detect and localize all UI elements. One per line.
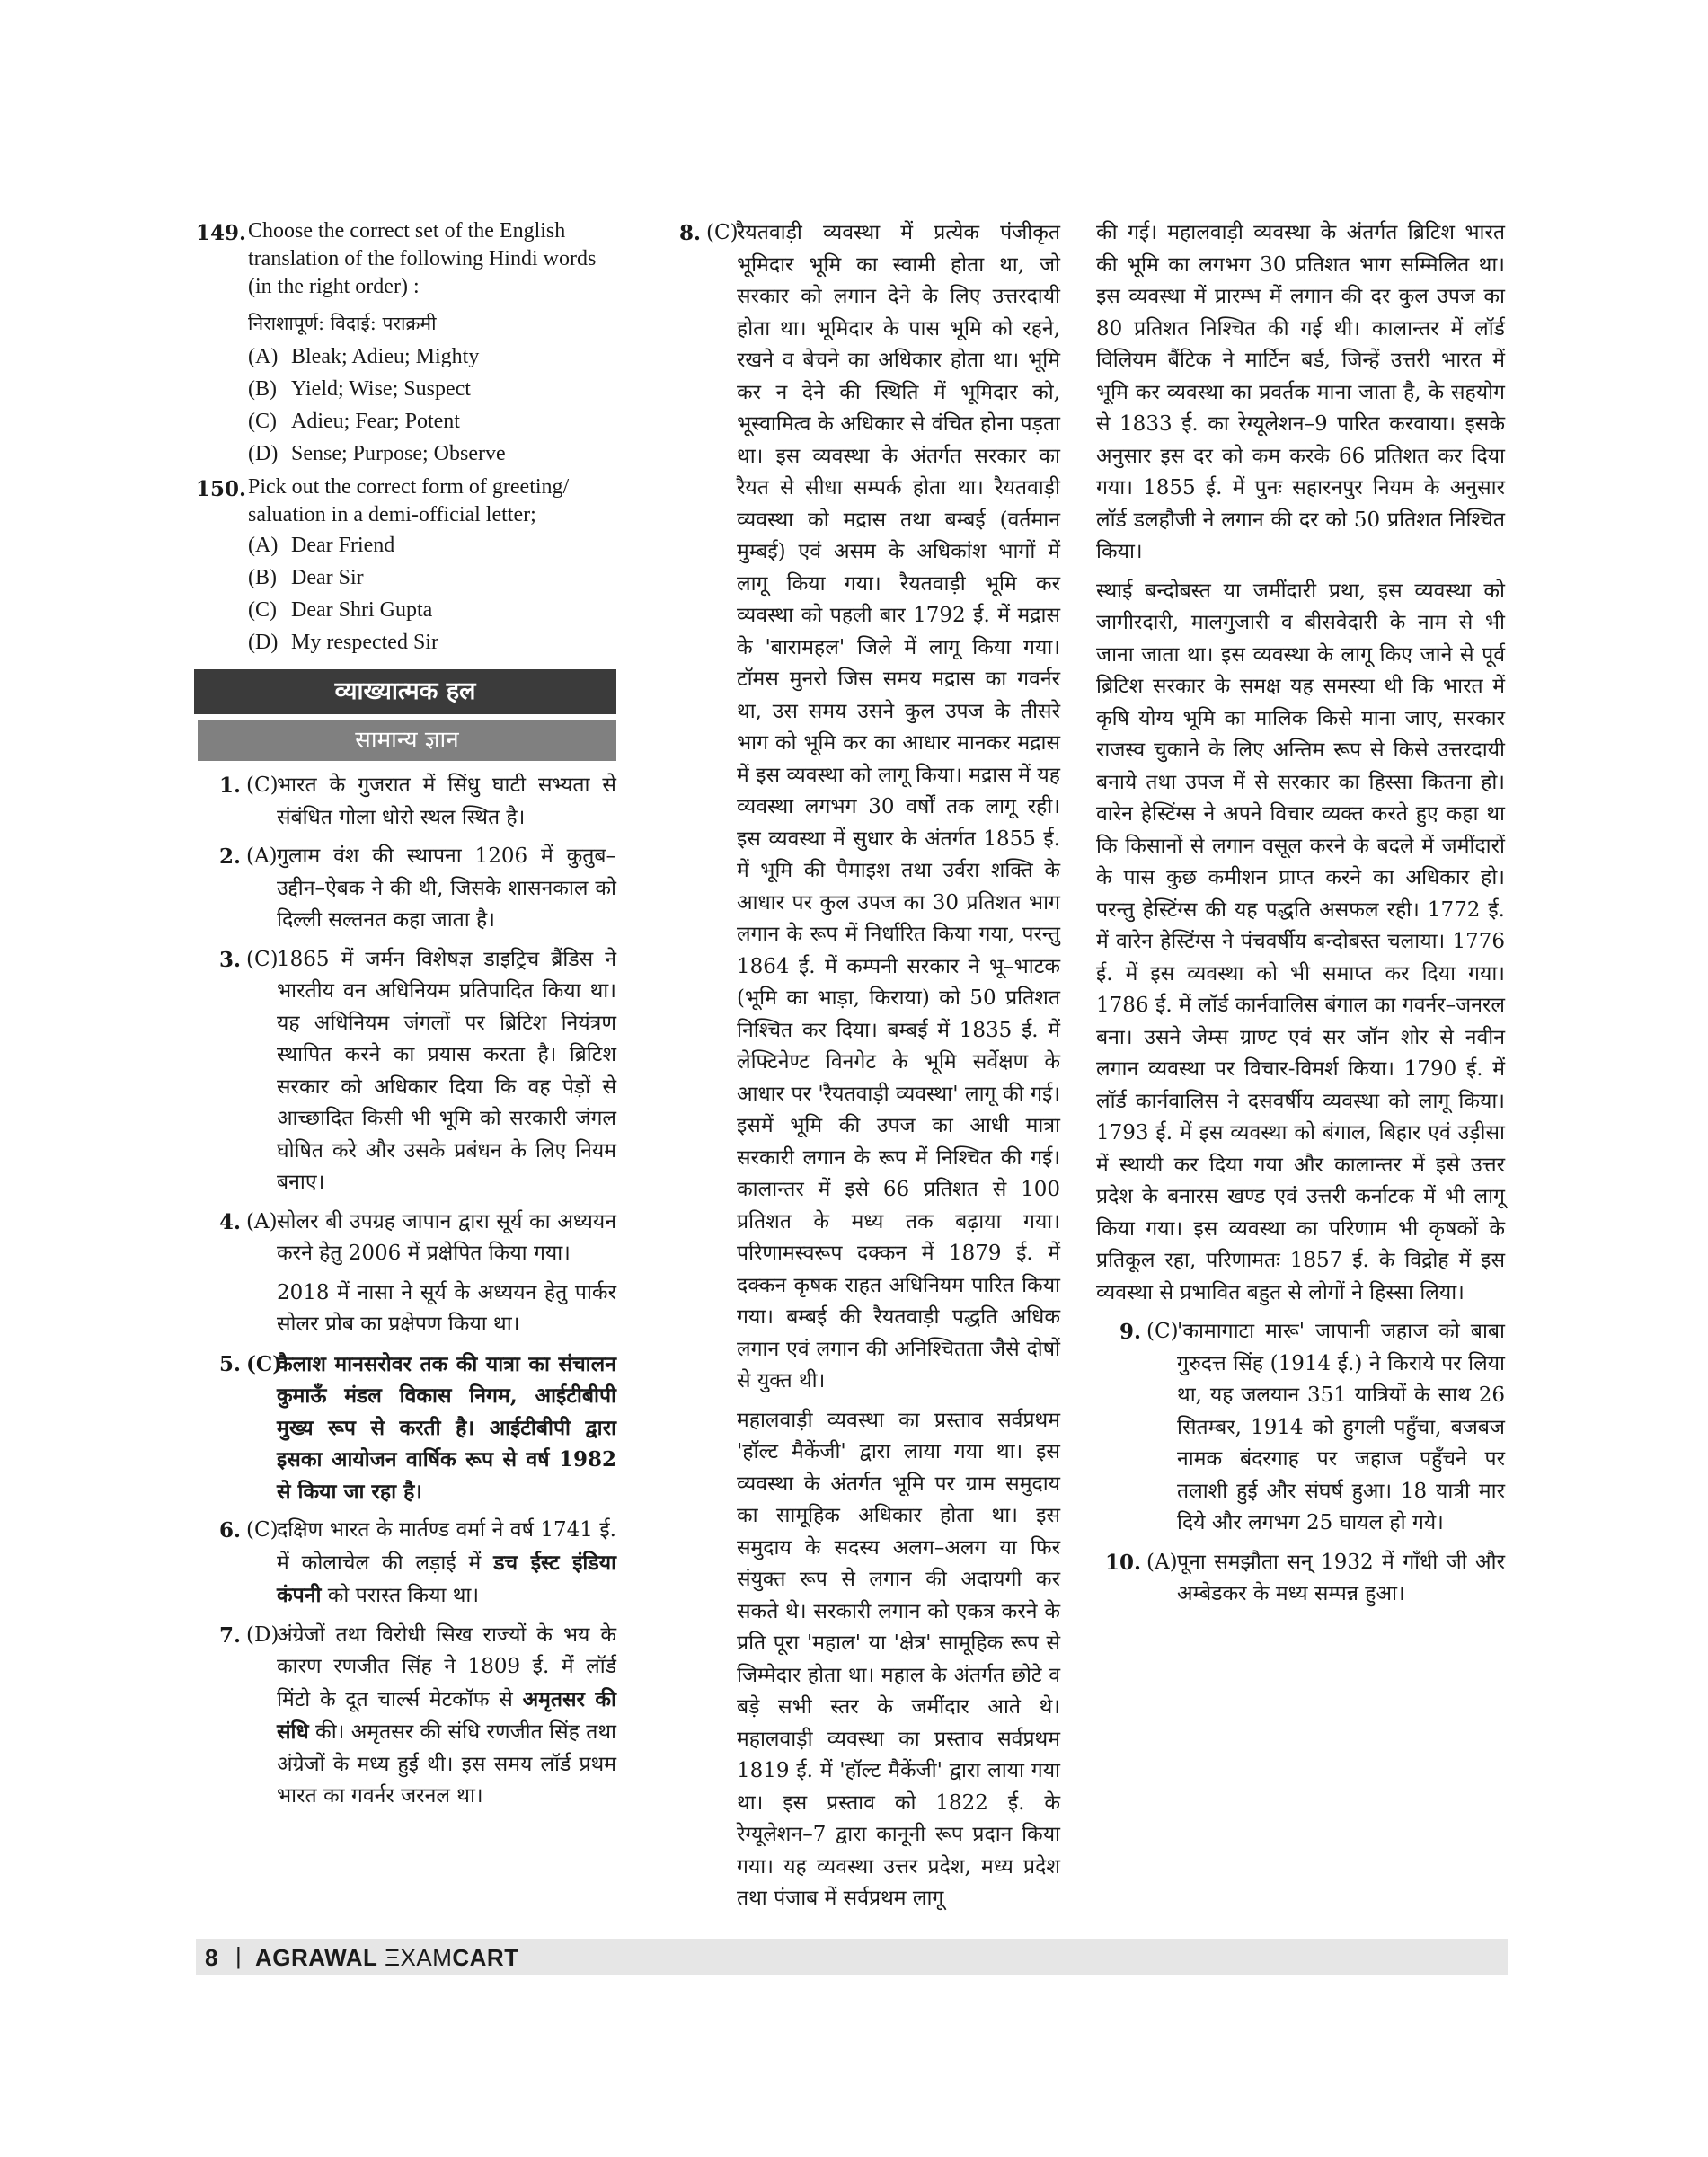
page-footer bbox=[196, 1939, 1508, 1975]
mahalwari-continued-paragraph: की गई। महालवाड़ी व्यवस्था के अंतर्गत ब्रिटिश भारत की भूमि का लगभग 30 प्रतिशत भाग सम्मिलित था। इस व्यवस्था में प्रारम्भ में लगान की दर कुल उपज का 80 प्रतिशत निश्चित की गई थी। कालान्तर में लॉर्ड विलियम बैंटिक ने मार्टिन बर्ड, जिन्हें उत्तरी भारत में भूमि कर व्यवस्था का प्रवर्तक माना जाता है, के सहयोग से 1833 ई. का रेग्यूलेशन–9 पारित करवाया। इसके अनुसार इस दर को कम करके 66 प्रतिशत कर दिया गया। 1855 ई. में पुनः सहारनपुर नियम के अनुसार लॉर्ड डलहौजी ने लगान की दर को 50 प्रतिशत निश्चित किया। bbox=[1096, 221, 1505, 563]
column-1 bbox=[196, 217, 616, 1820]
option: (B) Dear Sir bbox=[248, 566, 364, 589]
footer-separator: | bbox=[235, 1942, 242, 1969]
section-banner-solutions: व्याख्यात्मक हल bbox=[194, 669, 616, 714]
option: (A) Dear Friend bbox=[248, 534, 395, 557]
answer-4-note: 2018 में नासा ने सूर्य के अध्ययन हेतु पार्कर सोलर प्रोब का प्रक्षेपण किया था। bbox=[277, 1280, 616, 1336]
answer-10: 10. (A) पूना समझौता सन् 1932 में गाँधी जी और अम्बेडकर के मध्य सम्पन्न हुआ। bbox=[1104, 1550, 1505, 1605]
question-text: Choose the correct set of the English translation of the following Hindi words (in the right order) : bbox=[248, 219, 597, 298]
option: (B) Yield; Wise; Suspect bbox=[248, 377, 471, 401]
column-2 bbox=[656, 217, 1060, 1923]
page-number: 8 bbox=[205, 1944, 218, 1971]
answer-4: 4. (A) सोलर बी उपग्रह जापान द्वारा सूर्य का अध्ययन करने हेतु 2006 में प्रक्षेपित किया गया। 2018 में नासा ने सूर्य के अध्ययन हेतु पार्कर सोलर प्रोब का प्रक्षेपण किया था। bbox=[196, 1207, 616, 1341]
zamindari-paragraph: स्थाई बन्दोबस्त या जमींदारी प्रथा, इस व्यवस्था को जागीरदारी, मालगुजारी व बीसवेदारी के नाम से भी जाना जाता था। इस व्यवस्था के लागू किए जाने से पूर्व ब्रिटिश सरकार के समक्ष यह समस्या थी कि भारत में कृषि योग्य भूमि का मालिक किसे माना जाए, सरकार राजस्व चुकाने के लिए अन्तिम रूप से किसे उत्तरदायी बनाये तथा उपज में से सरकार का हिस्सा कितना हो। वारेन हेस्टिंग्स ने अपने विचार व्यक्त करते हुए कहा था कि किसानों से लगान वसूल करने के बदले में जमींदारों के पास कुछ कमीशन प्राप्त करने का अधिकार हो। परन्तु हेस्टिंग्स की यह पद्धति असफल रही। 1772 ई. में वारेन हेस्टिंग्स ने पंचवर्षीय बन्दोबस्त चलाया। 1776 ई. में इस व्यवस्था को भी समाप्त कर दिया गया। 1786 ई. में लॉर्ड कार्नवालिस बंगाल का गवर्नर–जनरल बना। उसने जेम्स ग्राण्ट एवं सर जॉन शोर से नवीन लगान व्यवस्था पर विचार-विमर्श किया। 1790 ई. में लॉर्ड कार्नवालिस ने दसवर्षीय व्यवस्था को लागू किया। 1793 ई. में इस व्यवस्था को बंगाल, बिहार एवं उड़ीसा में स्थायी कर दिया गया और कालान्तर में इसे उत्तर प्रदेश के बनारस खण्ड एवं उत्तरी कर्नाटक में भी लागू किया गया। इस व्यवस्था का परिणाम भी कृषकों के प्रतिकूल रहा, परिणामतः 1857 ई. के विद्रोह में इस व्यवस्था से प्रभावित बहुत से लोगों ने हिस्सा लिया। bbox=[1096, 579, 1505, 1304]
option: (C) Dear Shri Gupta bbox=[248, 598, 433, 622]
question-number: 150. bbox=[196, 477, 247, 501]
option: (D) Sense; Purpose; Observe bbox=[248, 442, 506, 465]
question-number: 149. bbox=[196, 221, 247, 245]
answer-9: 9. (C) 'कामागाटा मारू' जापानी जहाज को बाबा गुरुदत्त सिंह (1914 ई.) ने किराये पर लिया था, यह जलयान 351 यात्रियों के साथ 26 सितम्बर, 1914 को हुगली पहुँचा, बजबज नामक बंदरगाह पर जहाज पहुँचने पर तलाशी हुई और संघर्ष हुआ। 18 यात्री मार दिये और लगभग 25 घायल हो गये। bbox=[1119, 1320, 1505, 1534]
option: (D) My respected Sir bbox=[248, 631, 438, 654]
answer-3: 3. (C) 1865 में जर्मन विशेषज्ञ डाइट्रिच ब्रैंडिस ने भारतीय वन अधिनियम प्रतिपादित किया था। यह अधिनियम जंगलों पर ब्रिटिश नियंत्रण स्थापित करने का प्रयास करता है। ब्रिटिश सरकार को अधिकार दिया कि वह पेड़ों से आच्छादित किसी भी भूमि को सरकारी जंगल घोषित करे और उसके प्रबंधन के लिए नियम बनाए। bbox=[218, 947, 616, 1194]
mahalwari-paragraph: महालवाड़ी व्यवस्था का प्रस्ताव सर्वप्रथम 'हॉल्ट मैकेंजी' द्वारा लाया गया था। इस व्यवस्था के अंतर्गत भूमि पर ग्राम समुदाय का सामूहिक अधिकार होता था। इस समुदाय के सदस्य अलग–अलग या फिर संयुक्त रूप से लगान की अदायगी कर सकते थे। सरकारी लगान को एकत्र करने के प्रति पूरा 'महाल' या 'क्षेत्र' सामूहिक रूप से जिम्मेदार होता था। महाल के अंतर्गत छोटे व बड़े सभी स्तर के जमींदार आते थे। महालवाड़ी व्यवस्था का प्रस्ताव सर्वप्रथम 1819 ई. में 'हॉल्ट मैकेंजी' द्वारा लाया गया था। इस प्रस्ताव को 1822 ई. के रेग्यूलेशन–7 द्वारा कानूनी रूप प्रदान किया गया। यह व्यवस्था उत्तर प्रदेश, मध्य प्रदेश तथा पंजाब में सर्वप्रथम लागू bbox=[737, 1408, 1060, 1910]
column-3 bbox=[1096, 217, 1505, 1618]
question-text: Pick out the correct form of greeting/ saluation in a demi-official letter; bbox=[248, 475, 570, 526]
answer-8: 8. (C) रैयतवाड़ी व्यवस्था में प्रत्येक पंजीकृत भूमिदार भूमि का स्वामी होता था, जो सरकार को लगान देने के लिए उत्तरदायी होता था। भूमिदार के पास भूमि को रहने, रखने व बेचने का अधिकार होता था। भूमि कर न देने की स्थिति में भूमिदार को, भूस्वामित्व के अधिकार से वंचित होना पड़ता था। इस व्यवस्था के अंतर्गत सरकार का रैयत से सीधा सम्पर्क होता था। रैयतवाड़ी व्यवस्था को मद्रास तथा बम्बई (वर्तमान मुम्बई) एवं असम के अधिकांश भागों में लागू किया गया। रैयतवाड़ी भूमि कर व्यवस्था को पहली बार 1792 ई. में मद्रास के 'बारामहल' जिले में लागू किया गया। टॉमस मुनरो जिस समय मद्रास का गवर्नर था, उस समय उसने कुल उपज के तीसरे भाग को भूमि कर का आधार मानकर मद्रास में इस व्यवस्था को लागू किया। मद्रास में यह व्यवस्था लगभग 30 वर्षों तक लागू रही। इस व्यवस्था में सुधार के अंतर्गत 1855 ई. में भूमि की पैमाइश तथा उर्वरा शक्ति के आधार पर कुल उपज का 30 प्रतिशत भाग लगान के रूप में निर्धारित किया गया, परन्तु 1864 ई. में कम्पनी सरकार ने भू–भाटक (भूमि का भाड़ा, किराया) को 50 प्रतिशत निश्चित कर दिया। बम्बई में 1835 ई. में लेफ्टिनेण्ट विनगेट के भूमि सर्वेक्षण के आधार पर 'रैयतवाड़ी व्यवस्था' लागू की गई। इसमें भूमि की उपज का आधी मात्रा सरकारी लगान के रूप में निश्चित की गई। कालान्तर में इसे 66 प्रतिशत से 100 प्रतिशत के मध्य तक बढ़ाया गया। परिणामस्वरूप दक्कन में 1879 ई. में दक्कन कृषक राहत अधिनियम पारित किया गया। बम्बई की रैयतवाड़ी पद्धति अधिक लगान एवं लगान की अनिश्चितता जैसे दोषों से युक्त थी। bbox=[678, 221, 1060, 1392]
hindi-words: निराशापूर्ण: विदाई: पराक्रमी bbox=[248, 313, 437, 334]
answer-1: 1. (C) भारत के गुजरात में सिंधु घाटी सभ्यता से संबंधित गोला धोरो स्थल स्थित है। bbox=[218, 774, 616, 829]
answer-2: 2. (A) गुलाम वंश की स्थापना 1206 में कुतुब–उद्दीन–ऐबक ने की थी, जिसके शासनकाल को दिल्ली सल्तनत कहा जाता है। bbox=[218, 844, 616, 932]
option: (C) Adieu; Fear; Potent bbox=[248, 410, 460, 433]
answer-5: 5. (C) कैलाश मानसरोवर तक की यात्रा का संचालन कुमाऊँ मंडल विकास निगम, आईटीबीपी मुख्य रूप से करती है। आईटीबीपी द्वारा इसका आयोजन वार्षिक रूप से वर्ष 1982 से किया जा रहा है। bbox=[218, 1351, 616, 1504]
section-banner-general-knowledge: सामान्य ज्ञान bbox=[198, 720, 616, 761]
brand-logo: AGRAWAL ΞXAMCART bbox=[255, 1944, 519, 1971]
answer-7: 7. (D) अंग्रेजों तथा विरोधी सिख राज्यों के भय के कारण रणजीत सिंह ने 1809 ई. में लॉर्ड मिंटो के दूत चार्ल्स मेटकॉफ से अमृतसर की संधि की। अमृतसर की संधि रणजीत सिंह तथा अंग्रेजों के मध्य हुई थी। इस समय लॉर्ड प्रथम भारत का गवर्नर जरनल था। bbox=[218, 1622, 616, 1808]
question-149 bbox=[196, 217, 616, 470]
answer-6: 6. (C) दक्षिण भारत के मार्तण्ड वर्मा ने वर्ष 1741 ई. में कोलाचेल की लड़ाई में डच ईस्ट इंडिया कंपनी को परास्त किया था। bbox=[218, 1518, 616, 1607]
option: (A) Bleak; Adieu; Mighty bbox=[248, 345, 480, 368]
question-150 bbox=[196, 473, 616, 659]
